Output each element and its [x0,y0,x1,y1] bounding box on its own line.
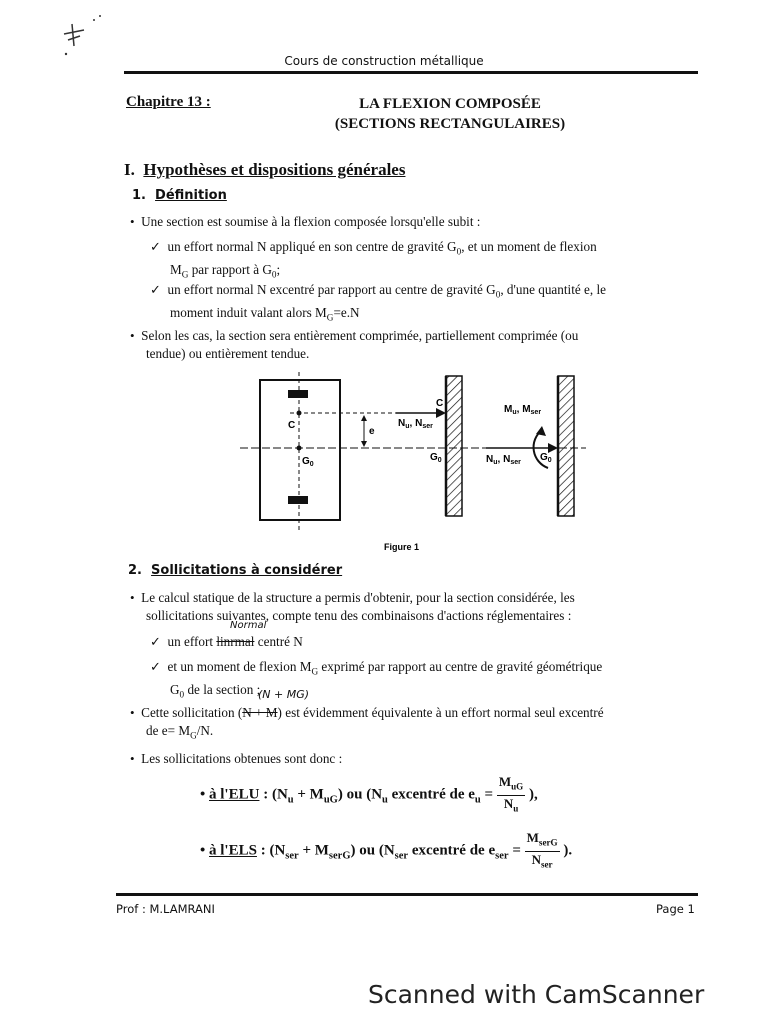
fraction-elu: $\frac{M_{uG}}{N_u}$ [498,774,524,814]
bullet-dot: • [130,328,135,343]
results-bullet: • Les sollicitations obtenues sont donc : [130,751,343,766]
calc-bullet: • Le calcul statique de la structure a permis d'obtenir, pour la section considérée, les sollicitations suivantes, compte tenu des combinaisons d'actions réglementaires : [130,590,575,623]
figure-label-moment: $M_u$, $M_{ser}$ [504,404,542,416]
rebar-top [288,390,308,398]
section-title: Hypothèses et dispositions générales [143,160,406,179]
bullet-dot: • [130,751,135,766]
chapter-title-line1: LA FLEXION COMPOSÉE [359,96,541,112]
formula-els: • à l'ELS : $(N_{ser} + M_{serG})$ ou ($N_{ser}$ excentré de $e_{ser}$ = $\frac{M_{serG}}{N_{ser}}$ ). [200,830,572,872]
handwritten-normal: Normal [230,620,267,631]
check-icon: ✓ [150,659,161,674]
bullet-dot: • [130,214,135,229]
chapter-title [290,94,610,134]
figure-label-force1: $N_u$, $N_{ser}$ [398,418,433,430]
check-icon: ✓ [150,239,161,254]
header-rule [124,71,698,74]
section-number: I. [124,160,135,179]
sollicitation-check-1: ✓ un effort linrmal centré N [150,634,303,649]
svg-text:e: e [369,426,375,437]
camscanner-watermark: Scanned with CamScanner [368,980,705,1009]
handwritten-n-mg: (N + MG) [258,688,310,701]
check-icon: ✓ [150,634,161,649]
footer-page: Page 1 [656,902,695,916]
rebar-bottom [288,496,308,504]
cases-bullet: • Selon les cas, la section sera entièrement comprimée, partiellement comprimée (ou tendue) ou entièrement tendue. [130,328,579,361]
check-icon: ✓ [150,282,161,297]
definition-check-2: ✓ un effort normal N excentré par rapport au centre de gravité $G_0$, d'une quantité e, le moment induit valant alors $M_G=e.N$ [150,282,606,323]
formula-elu: • à l'ELU : $(N_u + M_{uG})$ ou ($N_u$ excentré de $e_u$ = $\frac{M_{uG}}{N_u}$ ), [200,774,538,816]
figure-label-g0-wall1: $G_0$ [430,452,442,464]
subsection-title: Sollicitations à considérer [151,563,343,578]
section-heading [124,160,405,180]
footer-author: Prof : M.LAMRANI [116,902,215,916]
subsection-number: 1. [132,188,146,203]
fraction-els: $\frac{M_{serG}}{N_{ser}}$ [526,830,558,870]
bullet-dot: • [130,590,135,605]
chapter-title-line2: (SECTIONS RECTANGULAIRES) [334,116,566,132]
definition-bullet: • Une section est soumise à la flexion composée lorsqu'elle subit : [130,214,481,229]
figure-label-g0-left: $G_0$ [302,456,314,468]
subsection-number: 2. [128,563,142,578]
svg-text:C: C [436,398,444,409]
subsection-definition [132,188,227,203]
subsection-title: Définition [155,188,227,203]
figure-label-force2: $N_u$, $N_{ser}$ [486,454,521,466]
bullet-dot: • [130,705,135,720]
equivalence-bullet: • Cette sollicitation (N + M) est évidemment équivalente à un effort normal seul excentré de $e= M_G/N$. [130,705,604,741]
figure-caption: Figure 1 [384,542,420,552]
definition-check-1: ✓ un effort normal N appliqué en son centre de gravité $G_0$, et un moment de flexion $M_G$ par rapport à $G_0$; [150,239,597,280]
course-header: Cours de construction métallique [284,54,484,68]
sollicitation-check-2: ✓ et un moment de flexion $M_G$ exprimé par rapport au centre de gravité géométrique $G_0$ de la section ; [150,659,603,700]
footer-rule [116,893,698,896]
scan-mark [58,10,108,60]
svg-text:C: C [288,420,296,431]
figure-label-g0-wall2: $G_0$ [540,452,552,464]
figure-1 [236,368,596,558]
chapter-label: Chapitre 13 : [126,94,211,110]
subsection-sollicitations [128,563,342,578]
